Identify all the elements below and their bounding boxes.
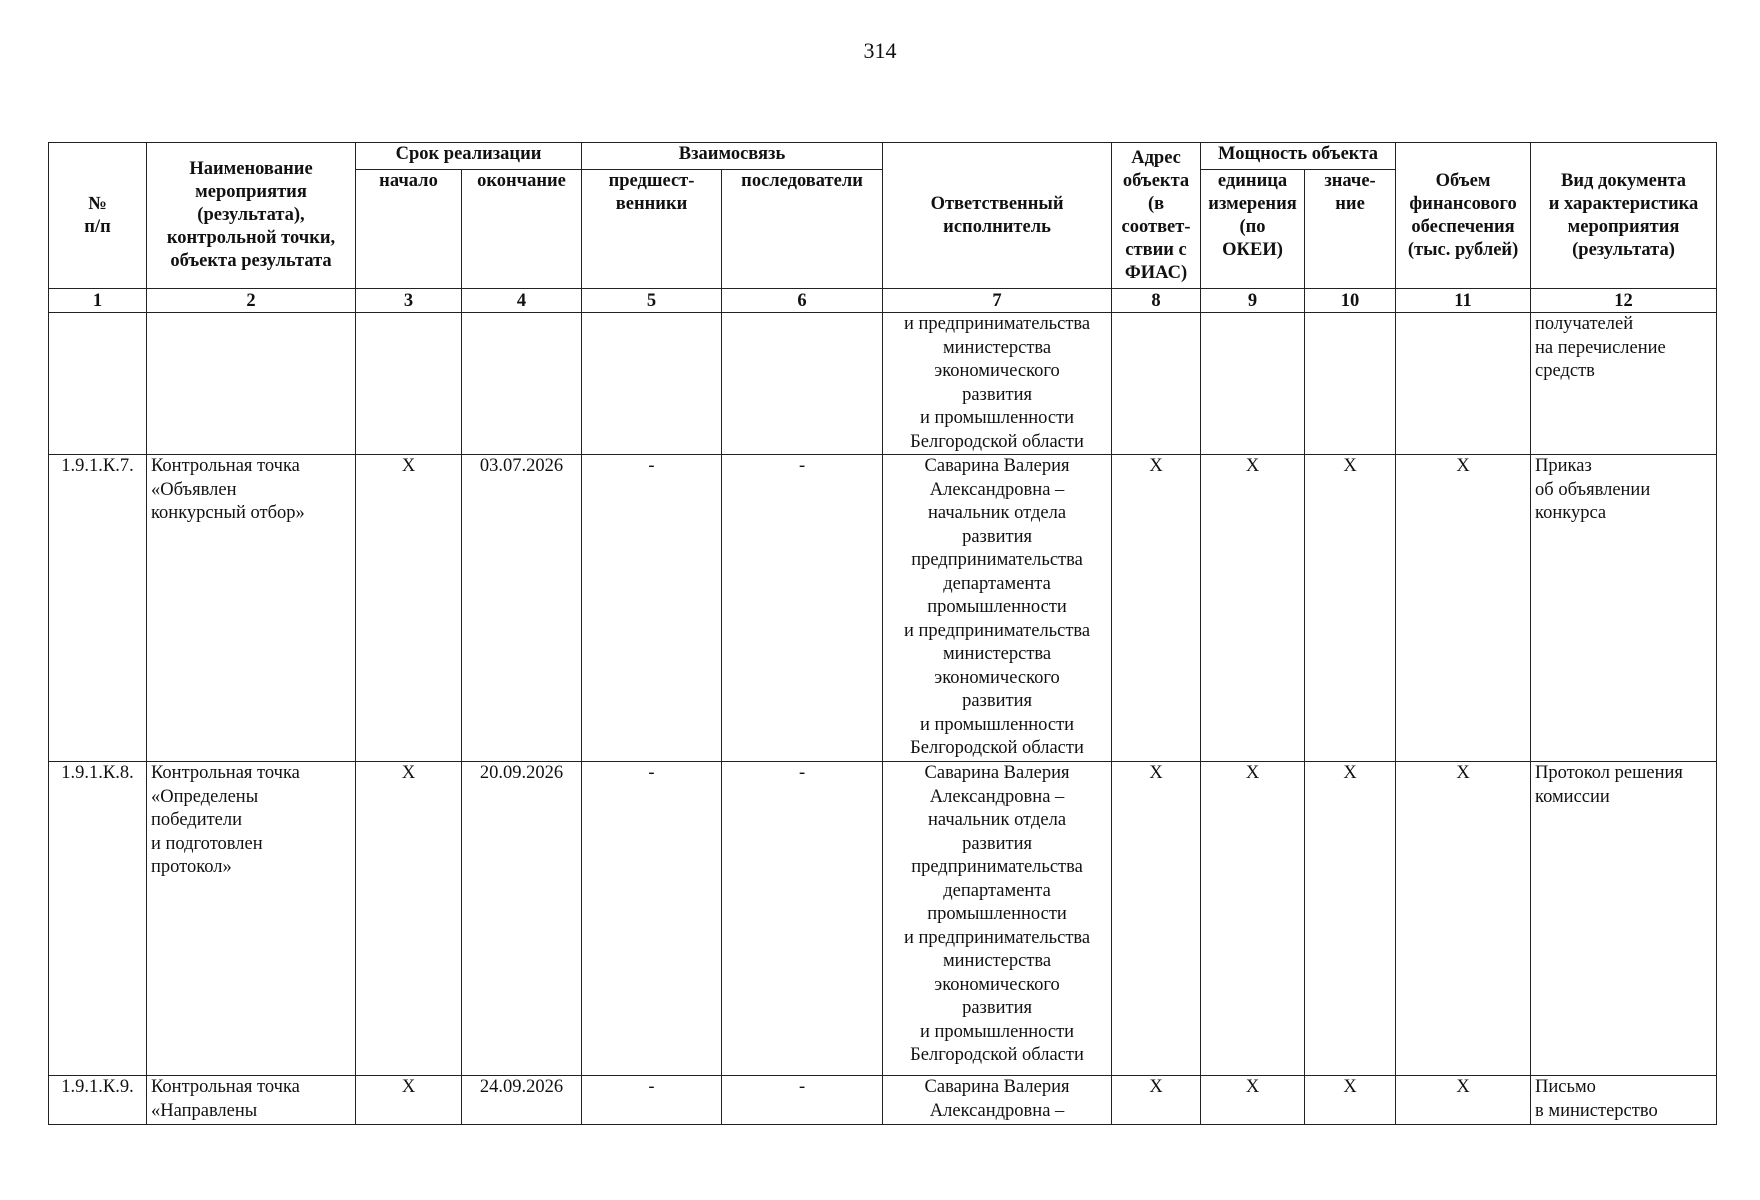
column-number: 8	[1112, 289, 1201, 313]
cell-successors: -	[722, 1076, 883, 1125]
column-number: 7	[883, 289, 1112, 313]
cell-successors: -	[722, 762, 883, 1076]
cell-successors: -	[722, 455, 883, 762]
cell-num: 1.9.1.К.8.	[49, 762, 147, 1076]
cell-num: 1.9.1.К.7.	[49, 455, 147, 762]
table-row	[49, 313, 1717, 455]
cell-address: X	[1112, 762, 1201, 1076]
plan-table	[48, 142, 1717, 1125]
cell-responsible: Саварина Валерия Александровна – начальник отдела развития предпринимательства департамента промышленности и предпринимательства министерства экономического развития и промышленности Белгородской области	[883, 455, 1112, 762]
header-term: Срок реализации	[356, 143, 582, 170]
table-row	[49, 1076, 1717, 1125]
header-capacity: Мощность объекта	[1201, 143, 1396, 170]
cell-finance	[1396, 313, 1531, 455]
cell-doc: Письмо в министерство	[1531, 1076, 1717, 1125]
cell-value: X	[1305, 455, 1396, 762]
header-unit: единица измерения (по ОКЕИ)	[1201, 170, 1305, 289]
cell-doc: Протокол решения комиссии	[1531, 762, 1717, 1076]
column-number: 4	[462, 289, 582, 313]
cell-responsible: и предпринимательства министерства экономического развития и промышленности Белгородской области	[883, 313, 1112, 455]
column-number: 11	[1396, 289, 1531, 313]
column-number: 5	[582, 289, 722, 313]
column-number: 2	[147, 289, 356, 313]
cell-start: X	[356, 1076, 462, 1125]
column-number: 6	[722, 289, 883, 313]
cell-end: 24.09.2026	[462, 1076, 582, 1125]
cell-name: Контрольная точка «Определены победители и подготовлен протокол»	[147, 762, 356, 1076]
cell-name	[147, 313, 356, 455]
cell-address	[1112, 313, 1201, 455]
table-row	[49, 762, 1717, 1076]
page-number: 314	[863, 38, 897, 63]
header-doc: Вид документа и характеристика мероприятия (результата)	[1531, 143, 1717, 289]
column-number: 1	[49, 289, 147, 313]
cell-end: 03.07.2026	[462, 455, 582, 762]
table-row	[49, 455, 1717, 762]
cell-start: X	[356, 455, 462, 762]
cell-predecessors: -	[582, 762, 722, 1076]
header-address: Адрес объекта (в соответ- ствии с ФИАС)	[1112, 143, 1201, 289]
column-number: 9	[1201, 289, 1305, 313]
cell-predecessors	[582, 313, 722, 455]
cell-end: 20.09.2026	[462, 762, 582, 1076]
cell-responsible: Саварина Валерия Александровна –	[883, 1076, 1112, 1125]
cell-value: X	[1305, 762, 1396, 1076]
cell-address: X	[1112, 1076, 1201, 1125]
header-predecessors: предшест- венники	[582, 170, 722, 289]
column-number: 12	[1531, 289, 1717, 313]
column-number: 10	[1305, 289, 1396, 313]
cell-num: 1.9.1.К.9.	[49, 1076, 147, 1125]
cell-start: X	[356, 762, 462, 1076]
cell-doc: Приказ об объявлении конкурса	[1531, 455, 1717, 762]
cell-value: X	[1305, 1076, 1396, 1125]
header-finance: Объем финансового обеспечения (тыс. рублей)	[1396, 143, 1531, 289]
header-value: значе- ние	[1305, 170, 1396, 289]
header-name: Наименование мероприятия (результата), контрольной точки, объекта результата	[147, 143, 356, 289]
cell-name: Контрольная точка «Направлены	[147, 1076, 356, 1125]
header-successors: последователи	[722, 170, 883, 289]
cell-unit: X	[1201, 762, 1305, 1076]
cell-predecessors: -	[582, 1076, 722, 1125]
cell-value	[1305, 313, 1396, 455]
header-relation: Взаимосвязь	[582, 143, 883, 170]
cell-responsible: Саварина Валерия Александровна – начальник отдела развития предпринимательства департамента промышленности и предпринимательства министерства экономического развития и промышленности Белгородской области	[883, 762, 1112, 1076]
cell-end	[462, 313, 582, 455]
cell-finance: X	[1396, 455, 1531, 762]
header-responsible: Ответственный исполнитель	[883, 143, 1112, 289]
cell-doc: получателей на перечисление средств	[1531, 313, 1717, 455]
cell-start	[356, 313, 462, 455]
column-numbers-row	[49, 289, 1717, 313]
cell-address: X	[1112, 455, 1201, 762]
cell-name: Контрольная точка «Объявлен конкурсный отбор»	[147, 455, 356, 762]
column-number: 3	[356, 289, 462, 313]
header-end: окончание	[462, 170, 582, 289]
cell-unit: X	[1201, 455, 1305, 762]
cell-num	[49, 313, 147, 455]
cell-predecessors: -	[582, 455, 722, 762]
cell-unit	[1201, 313, 1305, 455]
header-start: начало	[356, 170, 462, 289]
cell-unit: X	[1201, 1076, 1305, 1125]
cell-successors	[722, 313, 883, 455]
header-num: № п/п	[49, 143, 147, 289]
cell-finance: X	[1396, 762, 1531, 1076]
cell-finance: X	[1396, 1076, 1531, 1125]
